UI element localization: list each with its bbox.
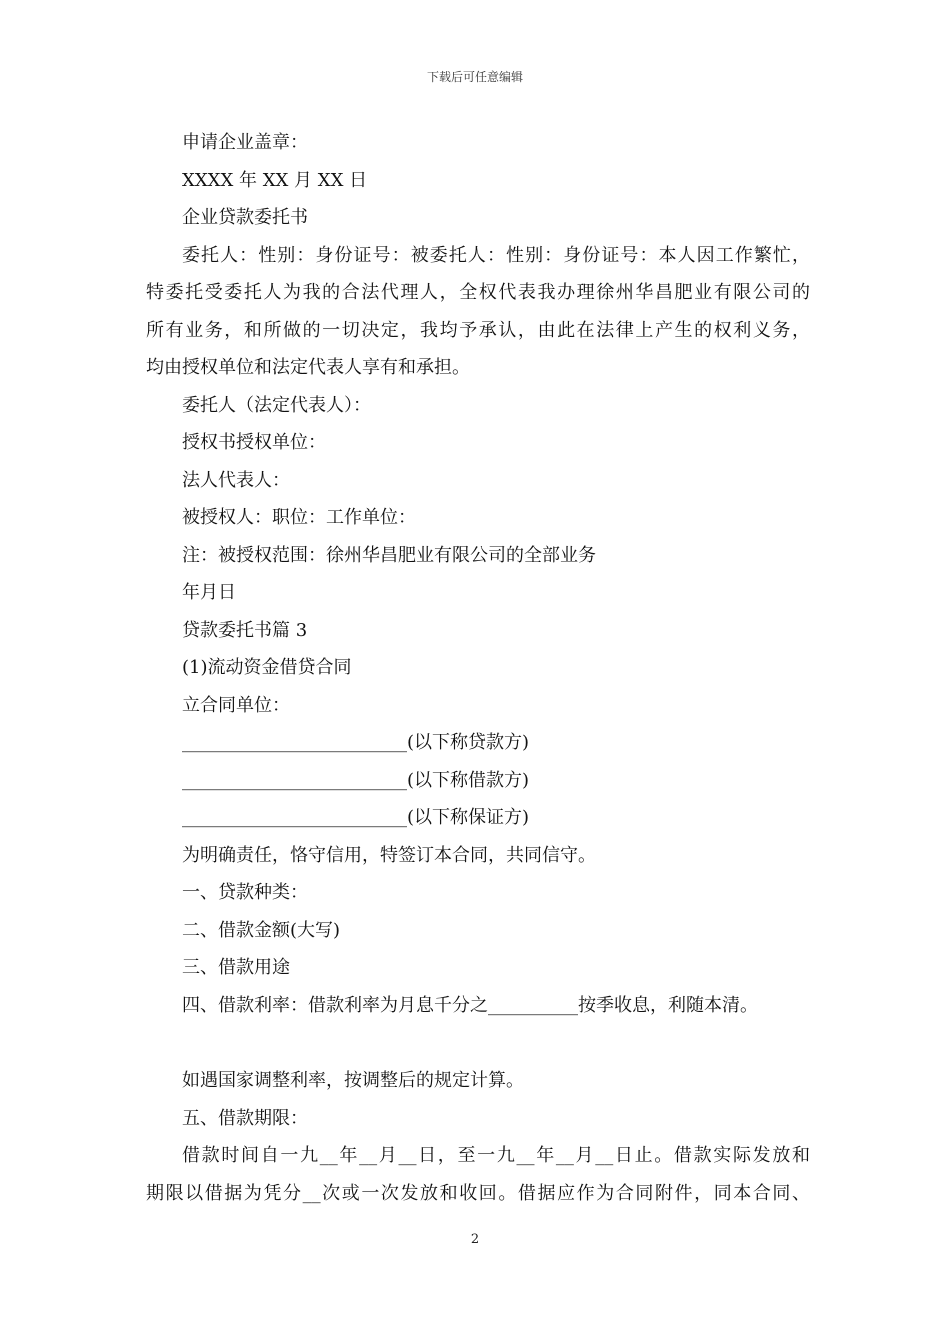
paragraph-line: 为明确责任，恪守信用，特签订本合同，共同信守。 [182, 844, 596, 866]
party-line-guarantor: _________________________(以下称保证方) [182, 807, 530, 828]
company-seal-line: 申请企业盖章： [182, 132, 308, 153]
signature-line: 法人代表人： [182, 469, 290, 491]
blank-line [146, 1024, 810, 1062]
date-line: 年月日 [182, 582, 236, 603]
signature-line: 委托人（法定代表人）： [182, 394, 371, 416]
page-number: 2 [470, 1232, 480, 1247]
party-line-borrower: _________________________(以下称借款方) [182, 769, 530, 791]
clause-line: 三、借款用途 [182, 957, 290, 978]
signature-line: 被授权人：职位：工作单位： [182, 507, 416, 528]
section-title: 贷款委托书篇 3 [182, 619, 308, 641]
document-body [146, 124, 810, 1212]
clause-line: 五、借款期限： [182, 1107, 308, 1129]
contract-title: (1)流动资金借贷合同 [182, 657, 352, 678]
section-title: 企业贷款委托书 [182, 207, 308, 228]
paragraph-line: 如遇国家调整利率，按调整后的规定计算。 [182, 1070, 524, 1091]
date-line: XXXX 年 XX 月 XX 日 [182, 169, 368, 191]
paragraph-line: 期限以借据为凭分__次或一次发放和收回。借据应作为合同附件，同本合同、 [146, 1182, 810, 1204]
header-note: 下载后可任意编辑 [426, 70, 523, 84]
party-heading: 立合同单位： [182, 694, 290, 716]
paragraph-line: 借款时间自一九__年__月__日，至一九__年__月__日止。借款实际发放和 [182, 1145, 810, 1166]
clause-line: 一、贷款种类： [182, 882, 308, 903]
paragraph-line: 所有业务，和所做的一切决定，我均予承认，由此在法律上产生的权利义务， [146, 319, 810, 341]
clause-line: 四、借款利率：借款利率为月息千分之__________按季收息，利随本清。 [182, 994, 758, 1016]
note-line: 注：被授权范围：徐州华昌肥业有限公司的全部业务 [182, 544, 596, 566]
paragraph-line: 均由授权单位和法定代表人享有和承担。 [146, 357, 470, 378]
party-line-lender: _________________________(以下称贷款方) [182, 732, 530, 753]
clause-line: 二、借款金额(大写) [182, 919, 341, 941]
paragraph-line: 委托人：性别：身份证号：被委托人：性别：身份证号：本人因工作繁忙， [182, 244, 810, 266]
signature-line: 授权书授权单位： [182, 432, 326, 453]
paragraph-line: 特委托受委托人为我的合法代理人，全权代表我办理徐州华昌肥业有限公司的 [146, 282, 810, 303]
